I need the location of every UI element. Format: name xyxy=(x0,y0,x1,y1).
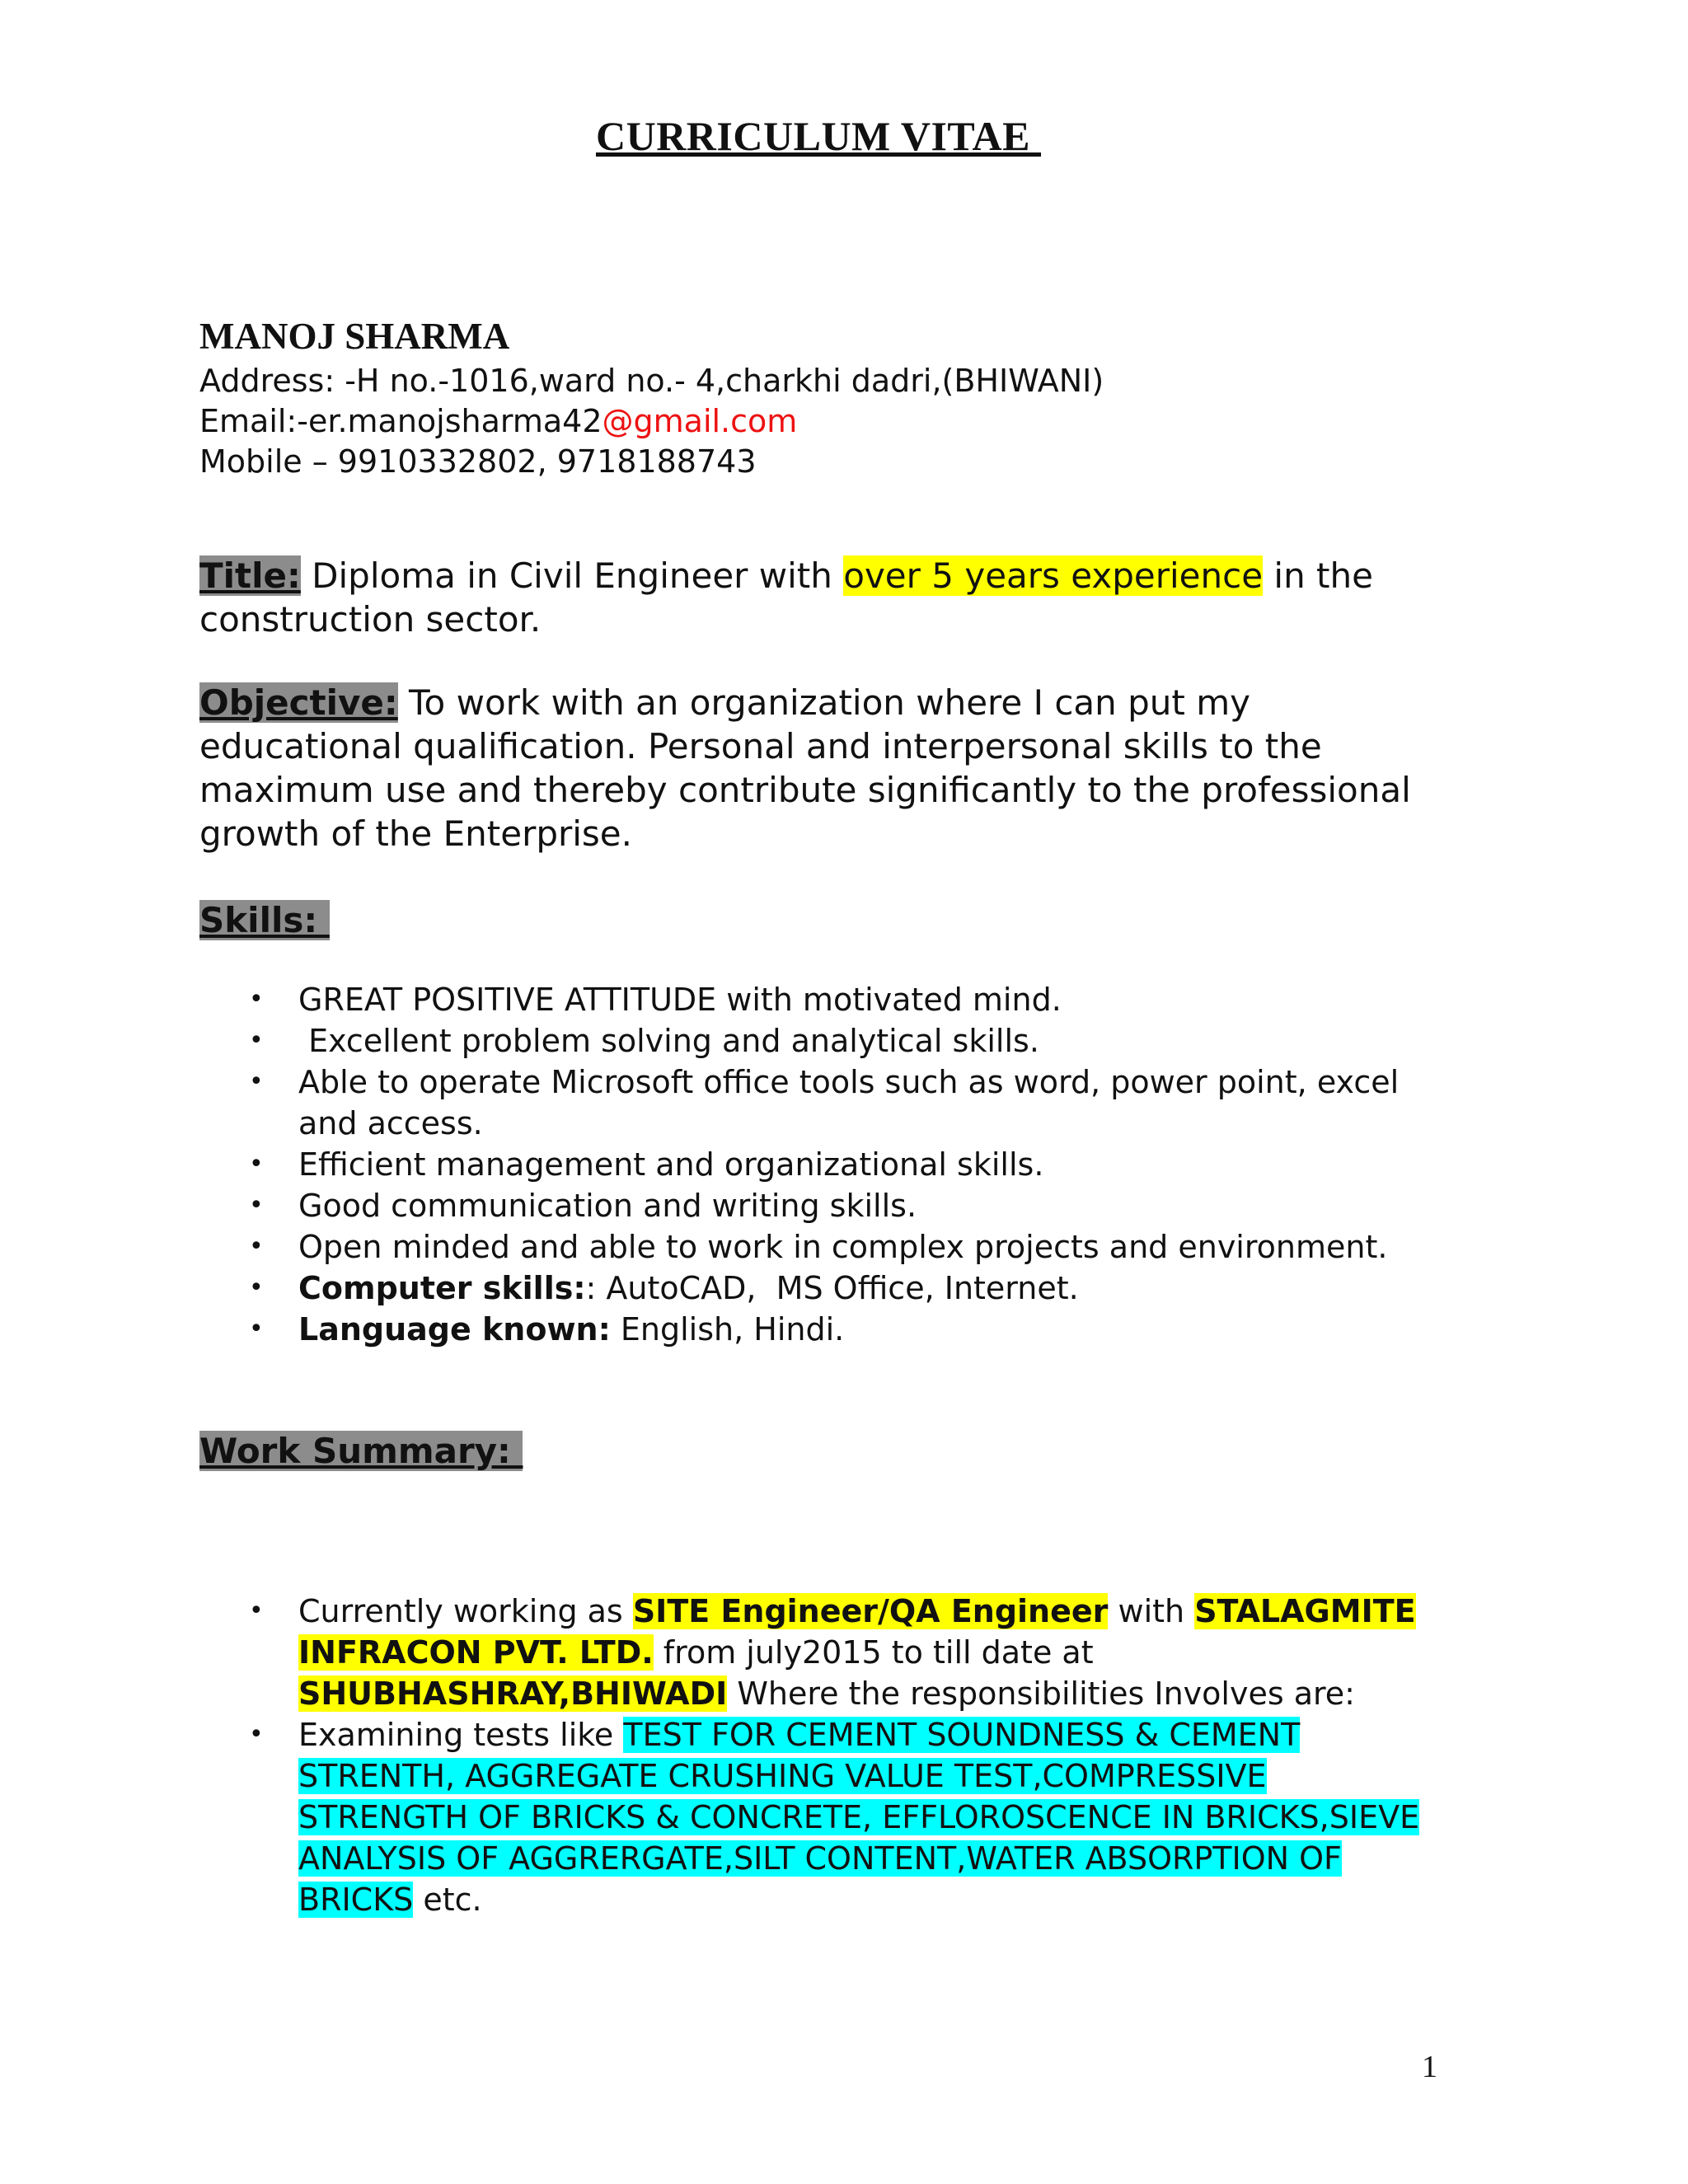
work-text: Currently working as xyxy=(298,1593,633,1629)
skill-text: GREAT POSITIVE ATTITUDE with motivated mind. xyxy=(298,982,1062,1018)
list-item xyxy=(199,1268,1428,1309)
bullet-icon: • xyxy=(249,985,264,1014)
work-text: with xyxy=(1108,1593,1195,1629)
bullet-icon: • xyxy=(249,1150,264,1179)
tests-highlight: TEST FOR CEMENT SOUNDNESS & CEMENT STRENTH, AGGREGATE CRUSHING VALUE TEST,COMPRESSIVE STRENGTH OF BRICKS & CONCRETE, EFFLOROSCENCE IN BRICKS,SIEVE ANALYSIS OF AGGRERGATE,SILT CONTENT,WATER ABSORPTION OF BRICKS xyxy=(298,1717,1420,1918)
skill-text: Able to operate Microsoft office tools such as word, power point, excel and access. xyxy=(298,1064,1400,1141)
title-text-before: Diploma in Civil Engineer with xyxy=(300,555,844,596)
title-section xyxy=(199,554,1452,641)
title-highlight: over 5 years experience xyxy=(843,555,1264,596)
skill-text: Open minded and able to work in complex projects and environment. xyxy=(298,1229,1388,1265)
address-line: Address: -H no.-1016,ward no.- 4,charkhi dadri,(BHIWANI) xyxy=(199,363,1104,399)
list-item xyxy=(199,979,1428,1020)
mobile-line: Mobile – 9910332802, 9718188743 xyxy=(199,443,757,480)
objective-text: To work with an organization where I can put my educational qualification. Personal and interpersonal skills to the maximum use and thereby contribute significantly to the professional growth of the Enterprise. xyxy=(199,682,1411,854)
company-highlight: STALAGMITE INFRACON PVT. LTD. xyxy=(298,1593,1416,1671)
page-number: 1 xyxy=(1422,2050,1437,2084)
title-heading: Title: xyxy=(199,555,301,596)
location-highlight: SHUBHASHRAY,BHIWADI xyxy=(298,1675,728,1712)
language-text: English, Hindi. xyxy=(610,1311,845,1347)
work-summary-list xyxy=(199,1591,1428,1920)
skill-text: Efficient management and organizational skills. xyxy=(298,1146,1044,1183)
bullet-icon: • xyxy=(249,1191,264,1220)
contact-block xyxy=(199,361,1104,482)
list-item xyxy=(199,1309,1428,1350)
bullet-icon: • xyxy=(249,1315,264,1343)
computer-skills-label: Computer skills: xyxy=(298,1270,586,1306)
document-title: CURRICULUM VITAE xyxy=(595,113,1042,159)
bullet-icon: • xyxy=(249,1026,264,1055)
role-highlight: SITE Engineer/QA Engineer xyxy=(632,1593,1109,1629)
email-line xyxy=(199,401,1104,442)
objective-heading: Objective: xyxy=(199,682,398,723)
bullet-icon: • xyxy=(249,1596,264,1625)
work-summary-heading: Work Summary: xyxy=(199,1431,523,1471)
work-text: Where the responsibilities Involves are: xyxy=(727,1675,1355,1712)
list-item xyxy=(199,1020,1428,1062)
objective-section xyxy=(199,681,1452,855)
work-text: etc. xyxy=(413,1882,482,1918)
bullet-icon: • xyxy=(249,1232,264,1261)
skill-text: Good communication and writing skills. xyxy=(298,1188,917,1224)
candidate-name: MANOJ SHARMA xyxy=(199,316,510,357)
skill-text: Excellent problem solving and analytical skills. xyxy=(298,1023,1039,1059)
bullet-icon: • xyxy=(249,1067,264,1096)
title-text-after: in the construction sector. xyxy=(199,555,1373,640)
skills-heading: Skills: xyxy=(199,900,330,940)
work-text: Examining tests like xyxy=(298,1717,624,1753)
list-item xyxy=(199,1144,1428,1185)
bullet-icon: • xyxy=(249,1720,264,1749)
list-item xyxy=(199,1062,1428,1144)
language-label: Language known: xyxy=(298,1311,611,1347)
work-summary-heading-wrap xyxy=(199,1429,523,1473)
skills-list xyxy=(199,979,1428,1350)
email-domain: @gmail.com xyxy=(602,403,798,439)
list-item xyxy=(199,1226,1428,1268)
skills-heading-wrap xyxy=(199,898,330,942)
email-prefix: Email:-er.manojsharma42 xyxy=(199,403,603,439)
work-text: from july2015 to till date at xyxy=(653,1634,1094,1671)
list-item xyxy=(199,1591,1428,1714)
list-item xyxy=(199,1185,1428,1226)
list-item xyxy=(199,1714,1428,1920)
bullet-icon: • xyxy=(249,1273,264,1302)
computer-skills-text: : AutoCAD, MS Office, Internet. xyxy=(585,1270,1079,1306)
